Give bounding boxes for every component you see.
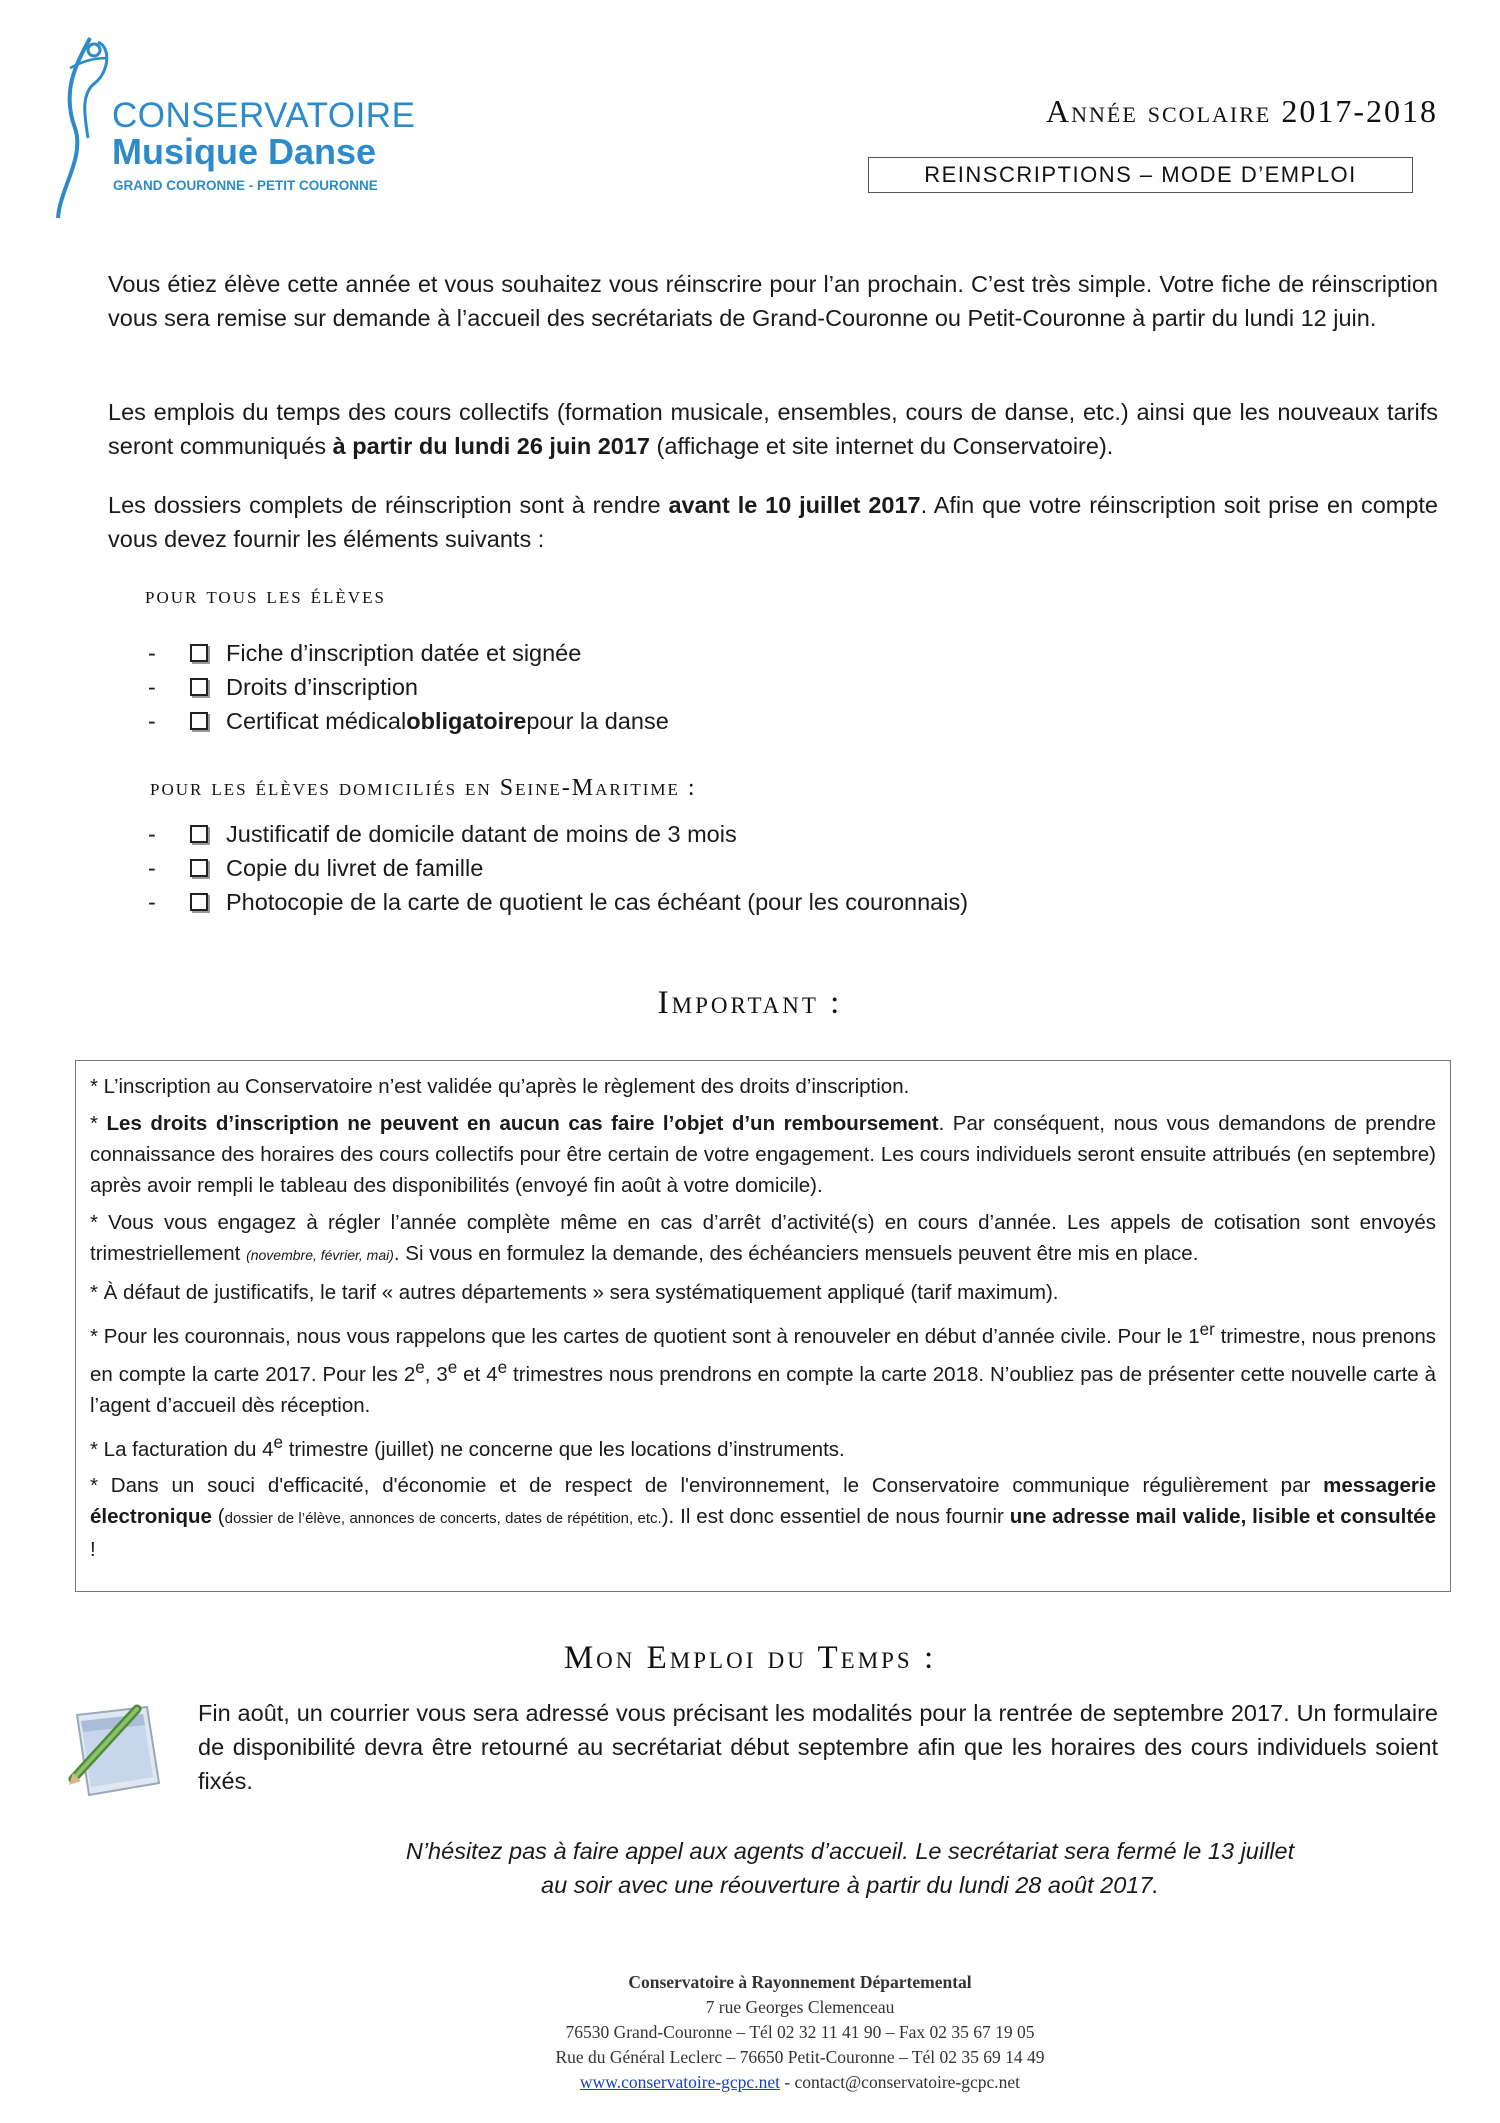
n5-text: trimestre, nous prenons en compte la carte 2017. Pour les 2 — [90, 1324, 1437, 1386]
dancer-logo-icon — [50, 28, 120, 228]
list-item — [148, 817, 968, 851]
n7-text: * Dans un souci d'efficacité, d'économie et de respect de l'environnement, le Conservatoire communique régulièrement par — [90, 1474, 1324, 1498]
footer-contact — [250, 2070, 1350, 2095]
n2-text: . Par conséquent, nous vous demandons de prendre connaissance des horaires des cours collectifs pour être certain de votre engagement. Les cours individuels seront ensuite attribués (en septembre) après avoir rempli le tableau des disponibilités (envoyé fin août à votre domicile). — [90, 1112, 1436, 1197]
p3-text-end: . Afin que votre réinscription soit prise en compte vous devez fournir les éléments suivants : — [108, 492, 1439, 552]
list-item — [148, 636, 669, 670]
section-seine-maritime-list — [148, 817, 968, 919]
reinscription-mode-box — [868, 157, 1413, 193]
n5-sup: er — [1199, 1320, 1215, 1339]
n5-sup: e — [415, 1357, 425, 1377]
mode-label: REINSCRIPTIONS – MODE D’EMPLOI — [924, 162, 1357, 187]
n7-details: dossier de l’élève, annonces de concerts, dates de répétition, etc. — [224, 1510, 662, 1528]
list-item — [148, 851, 968, 885]
p3-text: Les dossiers complets de réinscription sont à rendre — [108, 492, 669, 518]
dash: - — [148, 640, 156, 666]
n5-text: et 4 — [457, 1362, 498, 1386]
n2-bullet: * — [90, 1112, 107, 1135]
p2-text: Les emplois du temps des cours collectifs (formation musicale, ensembles, cours de danse, etc.) ainsi que les nouveaux tarifs seront communiqués — [108, 399, 1438, 459]
checkbox-icon — [190, 678, 208, 696]
n7-text: ). Il est donc essentiel de nous fournir — [661, 1505, 1010, 1529]
checkbox-icon — [190, 825, 208, 843]
n3-text-end: . Si vous en formulez la demande, des échéanciers mensuels peuvent être mis en place. — [393, 1242, 1199, 1265]
schedule-paragraph: Fin août, un courrier vous sera adressé vous précisant les modalités pour la rentrée de septembre 2017. Un formulaire de disponibilité devra être retourné au secrétariat début septembre afin que les horaires des cours individuels soient fixés. — [198, 1700, 1438, 1794]
n7-text: ( — [211, 1505, 225, 1529]
p2-text-end: (affichage et site internet du Conservatoire). — [650, 433, 1114, 459]
footer-petit-couronne: Rue du Général Leclerc – 76650 Petit-Couronne – Tél 02 35 69 14 49 — [555, 2047, 1045, 2067]
notepad-svg — [55, 1695, 175, 1805]
n3-text: * Vous vous engagez à régler l’année complète même en cas d’arrêt d’activité(s) en cours d’année. Les appels de cotisation sont envoyés trimestriellement — [90, 1211, 1436, 1265]
logo-tagline: GRAND COURONNE - PETIT COURONNE — [113, 178, 378, 193]
schedule-heading: Mon Emploi du Temps : — [563, 1640, 937, 1676]
n5-sup: e — [497, 1357, 508, 1377]
important-notice-box — [75, 1060, 1451, 1592]
important-heading: Important : — [657, 985, 843, 1021]
intro-section — [108, 267, 1438, 335]
item-label: Fiche d’inscription datée et signée — [226, 640, 582, 666]
notice-1: * L’inscription au Conservatoire n’est validée qu’après le règlement des droits d’inscription. — [90, 1075, 910, 1098]
footer — [250, 1970, 1350, 2095]
dash: - — [148, 855, 156, 881]
notice-2 — [90, 1108, 1436, 1201]
notice-4: * À défaut de justificatifs, le tarif « autres départements » sera systématiquement appliqué (tarif maximum). — [90, 1281, 1059, 1304]
n5-text: trimestres nous prendrons en compte la carte 2018. N’oubliez pas de présenter cette nouvelle carte à l’agent d’accueil dès réception. — [90, 1362, 1437, 1417]
item-label: Droits d’inscription — [226, 674, 418, 700]
n3-months: (novembre, février, mai) — [246, 1247, 394, 1263]
logo-title: CONSERVATOIRE — [112, 96, 416, 135]
n7-emphasis: messagerie électronique — [90, 1474, 1436, 1529]
n7-emphasis: une adresse mail valide, lisible et consultée — [1009, 1505, 1436, 1529]
item-label: Copie du livret de famille — [226, 855, 484, 881]
n5-text: * Pour les couronnais, nous vous rappelons que les cartes de quotient sont à renouveler en début d’année civile. Pour le 1 — [90, 1324, 1200, 1348]
n6-text: trimestre (juillet) ne concerne que les locations d’instruments. — [283, 1437, 845, 1461]
p3-deadline: avant le 10 juillet 2017 — [668, 492, 921, 518]
checkbox-icon — [190, 712, 208, 730]
schedule-text — [198, 1696, 1438, 1798]
n2-emphasis: Les droits d’inscription ne peuvent en aucun cas faire l’objet d’un remboursement — [106, 1112, 939, 1135]
closing-line-2: au soir avec une réouverture à partir du lundi 28 août 2017. — [541, 1872, 1159, 1898]
logo-subtitle: Musique Danse — [112, 131, 377, 172]
intro-paragraph-1: Vous étiez élève cette année et vous souhaitez vous réinscrire pour l’an prochain. C’est très simple. Votre fiche de réinscription vous sera remise sur demande à l’accueil des secrétariats de Grand-Couronne ou Petit-Couronne à partir du lundi 12 juin. — [108, 271, 1438, 331]
notice-6 — [90, 1427, 1436, 1465]
closing-line-1: N’hésitez pas à faire appel aux agents d’accueil. Le secrétariat sera fermé le 13 juillet — [405, 1838, 1295, 1864]
intro-paragraph-3 — [108, 488, 1438, 556]
footer-address: 7 rue Georges Clemenceau — [705, 1997, 895, 2017]
list-item — [148, 670, 669, 704]
dash: - — [148, 674, 156, 700]
school-year-title: Année scolaire 2017-2018 — [1046, 93, 1438, 129]
notice-3 — [90, 1207, 1436, 1271]
notice-7 — [90, 1470, 1436, 1565]
checkbox-icon — [190, 644, 208, 662]
website-link[interactable]: www.conservatoire-gcpc.net — [579, 2072, 780, 2092]
footer-grand-couronne: 76530 Grand-Couronne – Tél 02 32 11 41 90 – Fax 02 35 67 19 05 — [565, 2022, 1035, 2042]
list-item — [148, 704, 669, 738]
intro-paragraph-2 — [108, 395, 1438, 463]
p2-date: à partir du lundi 26 juin 2017 — [332, 433, 651, 459]
n6-sup: e — [273, 1432, 283, 1452]
dash: - — [148, 889, 156, 915]
item-emphasis: obligatoire — [406, 708, 527, 734]
item-label: Certificat médical — [226, 708, 407, 734]
dash: - — [148, 708, 156, 734]
item-label: Justificatif de domicile datant de moins de 3 mois — [226, 821, 737, 847]
conservatoire-logo — [50, 28, 416, 228]
checkbox-icon — [190, 859, 208, 877]
footer-name: Conservatoire à Rayonnement Départemental — [628, 1972, 972, 1992]
closing-note — [250, 1834, 1450, 1902]
item-label: Photocopie de la carte de quotient le cas échéant (pour les couronnais) — [226, 889, 969, 915]
notice-5 — [90, 1314, 1436, 1421]
notepad-pencil-icon — [55, 1695, 175, 1805]
n5-sup: e — [447, 1357, 458, 1377]
checkbox-icon — [190, 893, 208, 911]
n6-text: * La facturation du 4 — [90, 1437, 274, 1461]
section-all-students-list — [148, 636, 669, 738]
section-all-students-heading: pour tous les élèves — [145, 583, 386, 609]
n5-text: , 3 — [424, 1362, 448, 1386]
list-item — [148, 885, 968, 919]
footer-email: - contact@conservatoire-gcpc.net — [779, 2072, 1021, 2092]
dash: - — [148, 821, 156, 847]
item-label-end: pour la danse — [526, 708, 669, 734]
n7-text: ! — [90, 1538, 96, 1562]
section-seine-maritime-heading: pour les élèves domiciliés en Seine-Maritime : — [150, 775, 697, 801]
